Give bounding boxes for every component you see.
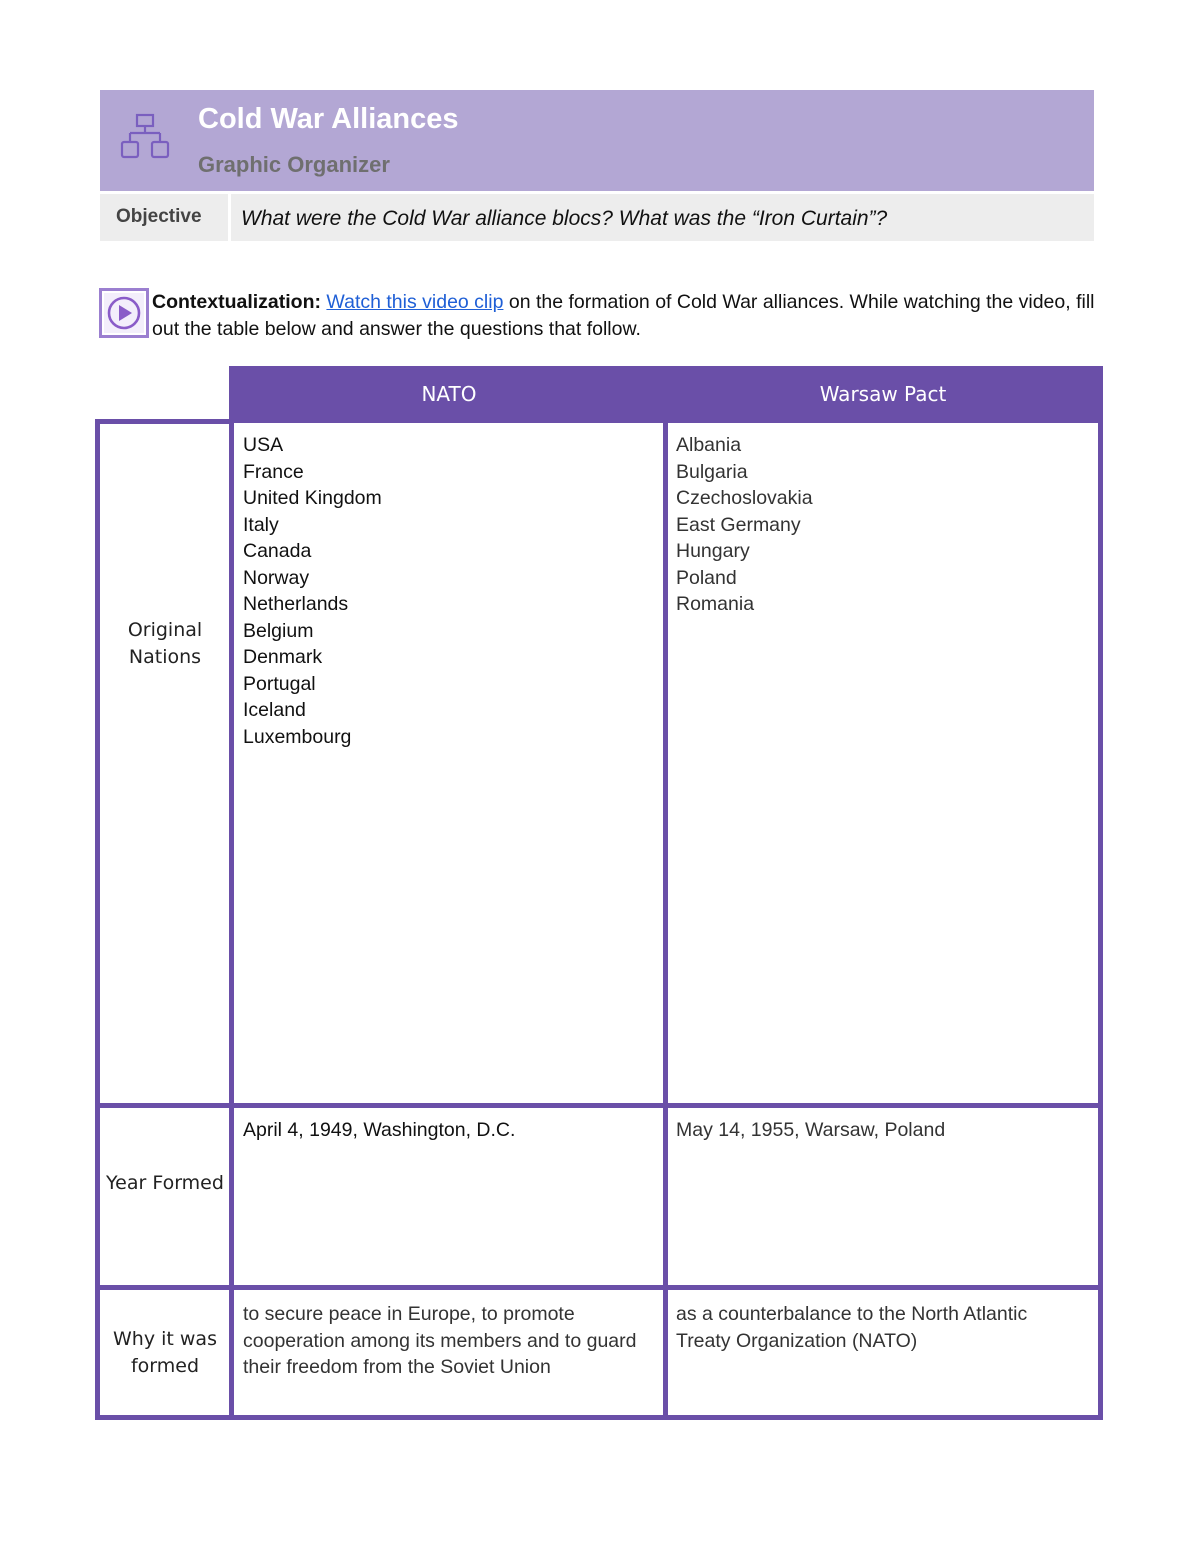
- nation-list-item: Poland: [676, 566, 737, 589]
- nation-list-item: East Germany: [676, 513, 801, 536]
- contextualization-paragraph: [152, 289, 1102, 343]
- nation-list-item: Hungary: [676, 540, 750, 562]
- nation-list-item: Czechoslovakia: [676, 487, 813, 509]
- table-divider-label: [229, 366, 234, 1420]
- table-border-top-left: [95, 419, 230, 424]
- objective-text: What were the Cold War alliance blocs? What was the “Iron Curtain”?: [241, 207, 888, 230]
- table-border-bottom: [95, 1415, 1103, 1420]
- play-video-icon[interactable]: [99, 288, 149, 338]
- page-subtitle: Graphic Organizer: [198, 152, 390, 177]
- table-divider-row1: [95, 1103, 1103, 1108]
- nato-year-formed: April 4, 1949, Washington, D.C.: [243, 1119, 516, 1141]
- contextualization-text: on the formation of Cold War alliances. While watching the video, fill out the table below and answer the questions that follow.: [152, 291, 1095, 340]
- warsaw-nations-cell: [676, 432, 813, 618]
- row-label-why-formed: Why it was formed: [113, 1328, 217, 1377]
- nation-list-item: United Kingdom: [243, 487, 382, 509]
- contextualization-lead: Contextualization:: [152, 291, 321, 313]
- video-clip-link[interactable]: Watch this video clip: [326, 291, 504, 313]
- nation-list-item: Luxembourg: [243, 725, 352, 748]
- nation-list-item: Norway: [243, 566, 310, 589]
- nation-list-item: Albania: [676, 434, 742, 456]
- nation-list-item: Portugal: [243, 672, 316, 695]
- nation-list-item: Canada: [243, 540, 312, 562]
- nation-list-item: Netherlands: [243, 593, 349, 615]
- nato-nations-list: [243, 432, 382, 750]
- nation-list-item: Iceland: [243, 699, 306, 721]
- table-divider-row2: [95, 1285, 1103, 1290]
- warsaw-year-formed: May 14, 1955, Warsaw, Poland: [676, 1119, 946, 1141]
- nation-list-item: France: [243, 460, 304, 483]
- nation-list-item: Italy: [243, 513, 279, 536]
- warsaw-why-formed: as a counterbalance to the North Atlantic Treaty Organization (NATO): [676, 1303, 1028, 1352]
- nation-list-item: Bulgaria: [676, 460, 748, 483]
- row-label-year-formed: Year Formed: [106, 1172, 224, 1194]
- table-border-left: [95, 419, 100, 1420]
- nation-list-item: Belgium: [243, 619, 314, 642]
- table-divider-columns: [663, 419, 668, 1420]
- column-header-nato: NATO: [421, 382, 477, 406]
- nation-list-item: Romania: [676, 593, 755, 615]
- nation-list-item: Denmark: [243, 646, 323, 668]
- objective-label: Objective: [116, 206, 202, 227]
- org-chart-icon: [118, 112, 172, 162]
- nato-nations-cell: [243, 432, 382, 750]
- table-border-right: [1098, 366, 1103, 1420]
- nation-list-item: USA: [243, 434, 284, 456]
- page-title: Cold War Alliances: [198, 103, 459, 135]
- nato-why-formed: to secure peace in Europe, to promote cooperation among its members and to guard their freedom from the Soviet Union: [243, 1303, 637, 1378]
- row-label-original-nations: Original Nations: [127, 619, 203, 668]
- column-header-warsaw: Warsaw Pact: [819, 382, 947, 406]
- warsaw-nations-list: [676, 432, 813, 618]
